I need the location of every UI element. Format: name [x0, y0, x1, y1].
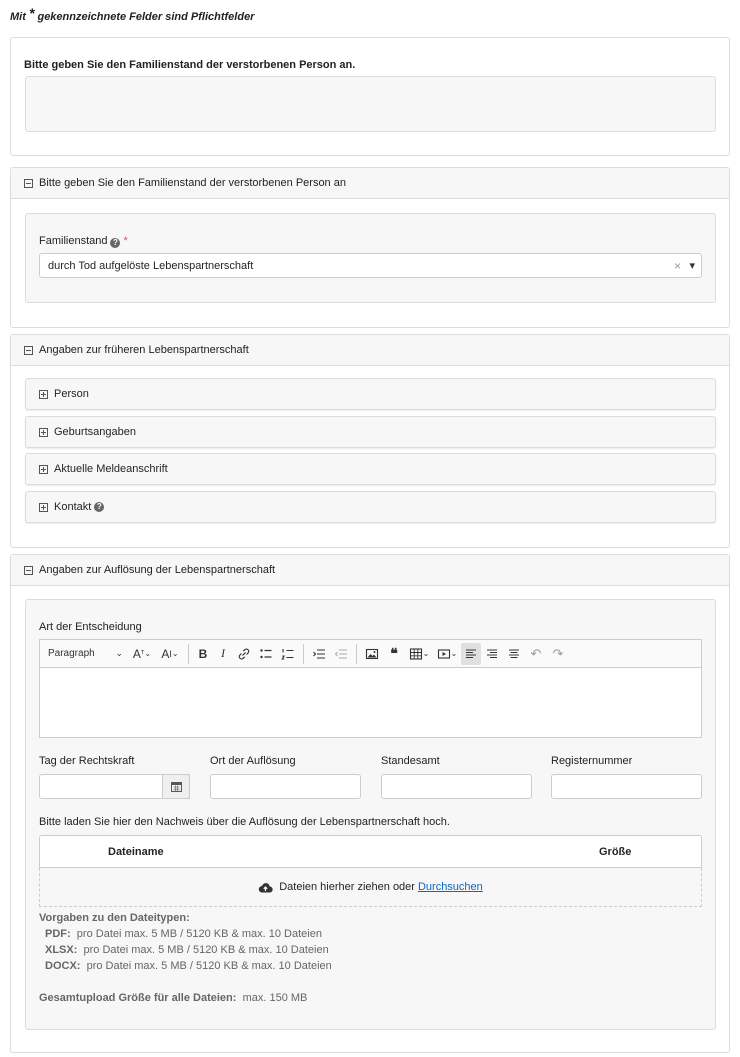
bold-icon[interactable]: B	[198, 646, 208, 661]
collapse-icon	[24, 346, 33, 355]
redo-icon[interactable]: ↷	[552, 645, 564, 661]
link-icon[interactable]	[233, 643, 255, 665]
rule-xlsx-text: pro Datei max. 5 MB / 5120 KB & max. 10 Dateien	[83, 944, 329, 956]
former-partnership-panel-title: Angaben zur früheren Lebenspartnerschaft	[39, 344, 249, 356]
table-icon[interactable]: ⌄	[405, 643, 433, 665]
registernummer-input[interactable]	[551, 774, 702, 799]
help-icon[interactable]: ?	[110, 238, 120, 248]
marital-status-info-card	[10, 37, 730, 156]
rule-docx-text: pro Datei max. 5 MB / 5120 KB & max. 10 Dateien	[86, 960, 332, 972]
undo-icon[interactable]: ↶	[530, 645, 542, 661]
subsection-meldeanschrift[interactable]	[25, 453, 716, 485]
marital-status-panel	[10, 167, 730, 328]
expand-icon	[39, 503, 48, 512]
rule-pdf-type: PDF:	[45, 928, 71, 940]
font-family-icon[interactable]: A ᵀ ⌄	[132, 646, 152, 661]
subsection-geburtsangaben-label: Geburtsangaben	[54, 426, 136, 438]
section1-content-box	[25, 76, 716, 132]
rule-docx-type: DOCX:	[45, 960, 81, 972]
rule-xlsx-type: XLSX:	[45, 944, 78, 956]
familienstand-select-value: durch Tod aufgelöste Lebenspartnerschaft	[48, 259, 254, 272]
upload-label: Bitte laden Sie hier den Nachweis über die Auflösung der Lebenspartnerschaft hoch.	[39, 816, 450, 828]
dissolution-panel-header[interactable]	[11, 555, 729, 586]
outdent-icon[interactable]	[330, 643, 352, 665]
ort-der-aufloesung-input[interactable]	[210, 774, 361, 799]
former-partnership-subsections	[25, 378, 716, 528]
marital-status-fieldset	[25, 213, 716, 303]
calendar-button[interactable]	[162, 774, 190, 799]
file-rules-title: Vorgaben zu den Dateitypen:	[39, 912, 190, 924]
toolbar-separator	[356, 644, 357, 664]
collapse-icon	[24, 566, 33, 575]
collapse-icon	[24, 179, 33, 188]
file-table-header	[39, 835, 702, 868]
bulleted-list-icon[interactable]	[255, 643, 277, 665]
subsection-kontakt-label: Kontakt	[54, 501, 92, 513]
indent-icon[interactable]	[308, 643, 330, 665]
former-partnership-panel	[10, 334, 730, 548]
blockquote-icon[interactable]: ❝	[390, 645, 398, 661]
notice-star: *	[28, 5, 35, 21]
former-partnership-panel-header[interactable]	[11, 335, 729, 366]
font-size-icon[interactable]: A I ⌄	[161, 646, 179, 661]
familienstand-label	[39, 235, 128, 248]
dissolution-panel-title: Angaben zur Auflösung der Lebenspartnerschaft	[39, 564, 276, 576]
subsection-person[interactable]	[25, 378, 716, 410]
decision-type-label: Art der Entscheidung	[39, 621, 142, 633]
familienstand-select[interactable]	[39, 253, 702, 278]
total-upload-size	[39, 992, 307, 1004]
registernummer-label: Registernummer	[551, 755, 633, 767]
standesamt-label: Standesamt	[381, 755, 440, 767]
cloud-upload-icon	[258, 882, 273, 893]
ort-der-aufloesung-label: Ort der Auflösung	[210, 755, 296, 767]
chevron-down-icon: ⌄	[115, 648, 123, 658]
subsection-person-label: Person	[54, 388, 89, 400]
clear-selection-icon[interactable]: ×	[673, 258, 681, 273]
help-icon[interactable]: ?	[94, 502, 104, 512]
browse-link[interactable]: Durchsuchen	[417, 881, 483, 893]
total-upload-label: Gesamtupload Größe für alle Dateien:	[39, 992, 237, 1004]
standesamt-input[interactable]	[381, 774, 532, 799]
toolbar-separator	[188, 644, 189, 664]
dissolution-panel	[10, 554, 730, 1053]
file-dropzone[interactable]	[39, 868, 702, 907]
paragraph-format-dropdown[interactable]	[40, 643, 128, 665]
expand-icon	[39, 465, 48, 474]
italic-icon[interactable]: I	[221, 646, 225, 660]
subsection-meldeanschrift-label: Aktuelle Meldeanschrift	[54, 463, 168, 475]
familienstand-label-text: Familienstand	[39, 235, 108, 247]
calendar-icon	[171, 781, 182, 792]
image-icon[interactable]	[361, 643, 383, 665]
total-upload-value: max. 150 MB	[242, 992, 308, 1004]
subsection-geburtsangaben[interactable]	[25, 416, 716, 448]
rule-pdf-text: pro Datei max. 5 MB / 5120 KB & max. 10 Dateien	[76, 928, 322, 940]
col-dateiname: Dateiname	[108, 846, 164, 858]
expand-icon	[39, 428, 48, 437]
align-center-icon[interactable]	[503, 643, 525, 665]
col-groesse: Größe	[599, 846, 632, 858]
required-star: *	[123, 235, 128, 247]
dropzone-text: Dateien hierher ziehen oder	[279, 881, 415, 893]
notice-text: gekennzeichnete Felder sind Pflichtfelder	[37, 11, 255, 23]
rule-docx	[45, 960, 332, 972]
subsection-kontakt[interactable]	[25, 491, 716, 523]
numbered-list-icon[interactable]	[277, 643, 299, 665]
expand-icon	[39, 390, 48, 399]
rich-text-editor	[39, 639, 702, 738]
paragraph-format-label: Paragraph	[48, 648, 95, 659]
marital-status-panel-title: Bitte geben Sie den Familienstand der verstorbenen Person an	[39, 177, 346, 189]
required-fields-notice	[10, 7, 254, 23]
rule-pdf	[45, 928, 322, 940]
align-left-icon[interactable]	[461, 643, 481, 665]
media-embed-icon[interactable]: ⌄	[433, 643, 461, 665]
tag-der-rechtskraft-label: Tag der Rechtskraft	[39, 755, 135, 767]
dissolution-fieldset	[25, 599, 716, 1030]
notice-prefix: Mit	[10, 11, 26, 23]
toolbar-separator	[303, 644, 304, 664]
marital-status-panel-header[interactable]	[11, 168, 729, 199]
rule-xlsx	[45, 944, 329, 956]
align-right-icon[interactable]	[481, 643, 503, 665]
editor-toolbar	[40, 640, 701, 668]
chevron-down-icon[interactable]: ▾	[689, 260, 695, 272]
editor-content-area[interactable]	[40, 668, 701, 737]
section1-title: Bitte geben Sie den Familienstand der verstorbenen Person an.	[24, 59, 356, 71]
